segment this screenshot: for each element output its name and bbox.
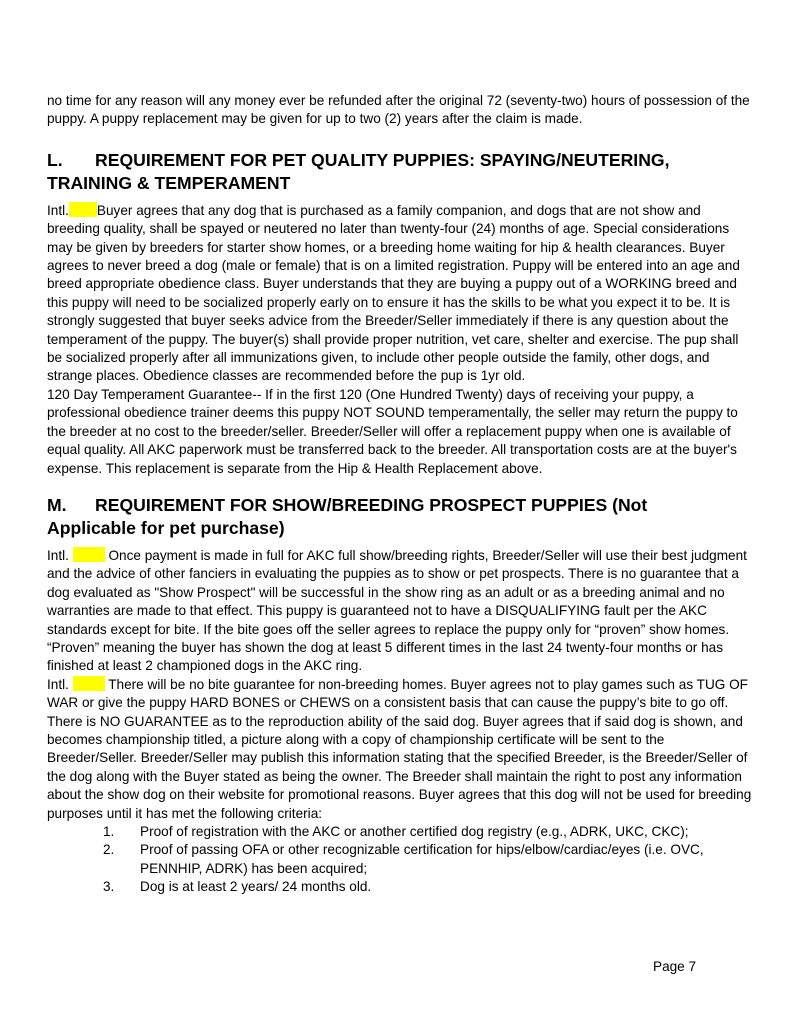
section-m-paragraph-2 [47,676,753,823]
section-m-heading-line1: REQUIREMENT FOR SHOW/BREEDING PROSPECT PUPPIES (Not [95,494,648,515]
section-l-para1-text: Buyer agrees that any dog that is purchased as a family companion, and dogs that are not show and breeding quality, shall be spayed or neutered no later than twenty-four (24) months of age. Special considerations may be given by breeders for starter show homes, or a breeding home waiting for hip & health clearances. Buyer agrees to never breed a dog (male or female) that is on a limited registration. Puppy will be entered into an age and breed appropriate obedience class. Buyer understands that they are buying a puppy out of a WORKING breed and this puppy will need to be socialized properly early on to ensure it has the skills to be what you expect it to be. It is strongly suggested that buyer seeks advice from the Breeder/Seller immediately if there is any question about the temperament of the puppy. The buyer(s) shall provide proper nutrition, vet care, shelter and exercise. The pup shall be socialized properly after all immunizations given, to include other people outside the family, other dogs, and strange places. Obedience classes are recommended before the pup is 1yr old. [47,202,740,384]
page-number: Page 7 [653,959,697,974]
section-l-heading-line1: REQUIREMENT FOR PET QUALITY PUPPIES: SPAYING/NEUTERING, [95,149,670,170]
section-m-intl-label-1: Intl. [47,547,69,563]
section-m-heading [47,494,753,540]
list-item [47,878,753,896]
intro-paragraph: no time for any reason will any money ever be refunded after the original 72 (seventy-two) hours of possession of the puppy. A puppy replacement may be given for up to two (2) years after the claim is made. [47,93,750,127]
list-item [47,823,753,841]
section-m-para1-text: Once payment is made in full for AKC full show/breeding rights, Breeder/Seller will use their best judgment and the advice of other fanciers in evaluating the puppies as to show or pet prospects. There is no guarantee that a dog evaluated as "Show Prospect" will be successful in the show ring as an adult or as a breeding animal and no warranties are made to that effect. This puppy is guaranteed not to have a DISQUALIFYING fault per the AKC standards except for bite. If the bite goes off the seller agrees to replace the puppy only for “proven” show homes. “Proven” meaning the buyer has shown the dog at least 5 different times in the last 24 twenty-four months or has finished at least 2 championed dogs in the AKC ring. [47,547,747,674]
section-m-paragraph-1 [47,547,753,676]
section-m-letter: M. [47,494,67,515]
document-page [47,92,753,897]
list-item [47,841,753,878]
section-l-intl-label: Intl. [47,202,69,218]
section-l-letter: L. [47,149,63,170]
section-l-paragraph-1 [47,202,753,386]
section-l-paragraph-2: 120 Day Temperament Guarantee-- If in the first 120 (One Hundred Twenty) days of receiving your puppy, a professional obedience trainer deems this puppy NOT SOUND temperamentally, the seller may return the puppy to the breeder at no cost to the breeder/seller. Breeder/Seller will offer a replacement puppy when one is available of equal quality. All AKC paperwork must be transferred back to the breeder. All transportation costs are at the buyer's expense. This replacement is separate from the Hip & Health Replacement above. [47,386,738,476]
section-m-intl-label-2: Intl. [47,676,69,692]
breeding-criteria-list [47,823,753,897]
list-item-text: Dog is at least 2 years/ 24 months old. [140,879,372,895]
list-item-number: 3. [103,879,115,895]
list-item-number: 2. [103,842,115,858]
section-l-heading-line2: TRAINING & TEMPERAMENT [47,172,291,193]
list-item-number: 1. [103,824,115,839]
section-m-para2-text: There will be no bite guarantee for non-breeding homes. Buyer agrees not to play games such as TUG OF WAR or give the puppy HARD BONES or CHEWS on a consistent basis that can cause the puppy’s bite to go off. There is NO GUARANTEE as to the reproduction ability of the said dog. Buyer agrees that if said dog is shown, and becomes championship titled, a picture along with a copy of championship certificate will be sent to the Breeder/Seller. Breeder/Seller may publish this information stating that the specified Breeder, is the Breeder/Seller of the dog along with the Buyer stated as being the owner. The Breeder shall maintain the right to post any information about the show dog on their website for promotional reasons. Buyer agrees that this dog will not be used for breeding purposes until it has met the following criteria: [47,676,752,821]
section-l-heading [47,149,753,195]
section-m-initials-field-2[interactable] [73,676,105,691]
list-item-text: Proof of passing OFA or other recognizable certification for hips/elbow/cardiac/eyes (i.e. OVC, PENNHIP, ADRK) has been acquired; [140,842,704,876]
section-l-initials-field[interactable] [69,202,97,217]
section-m-initials-field-1[interactable] [73,547,105,562]
list-item-text: Proof of registration with the AKC or another certified dog registry (e.g., ADRK, UKC, CKC); [140,824,689,839]
section-m-heading-line2: Applicable for pet purchase) [47,517,285,538]
